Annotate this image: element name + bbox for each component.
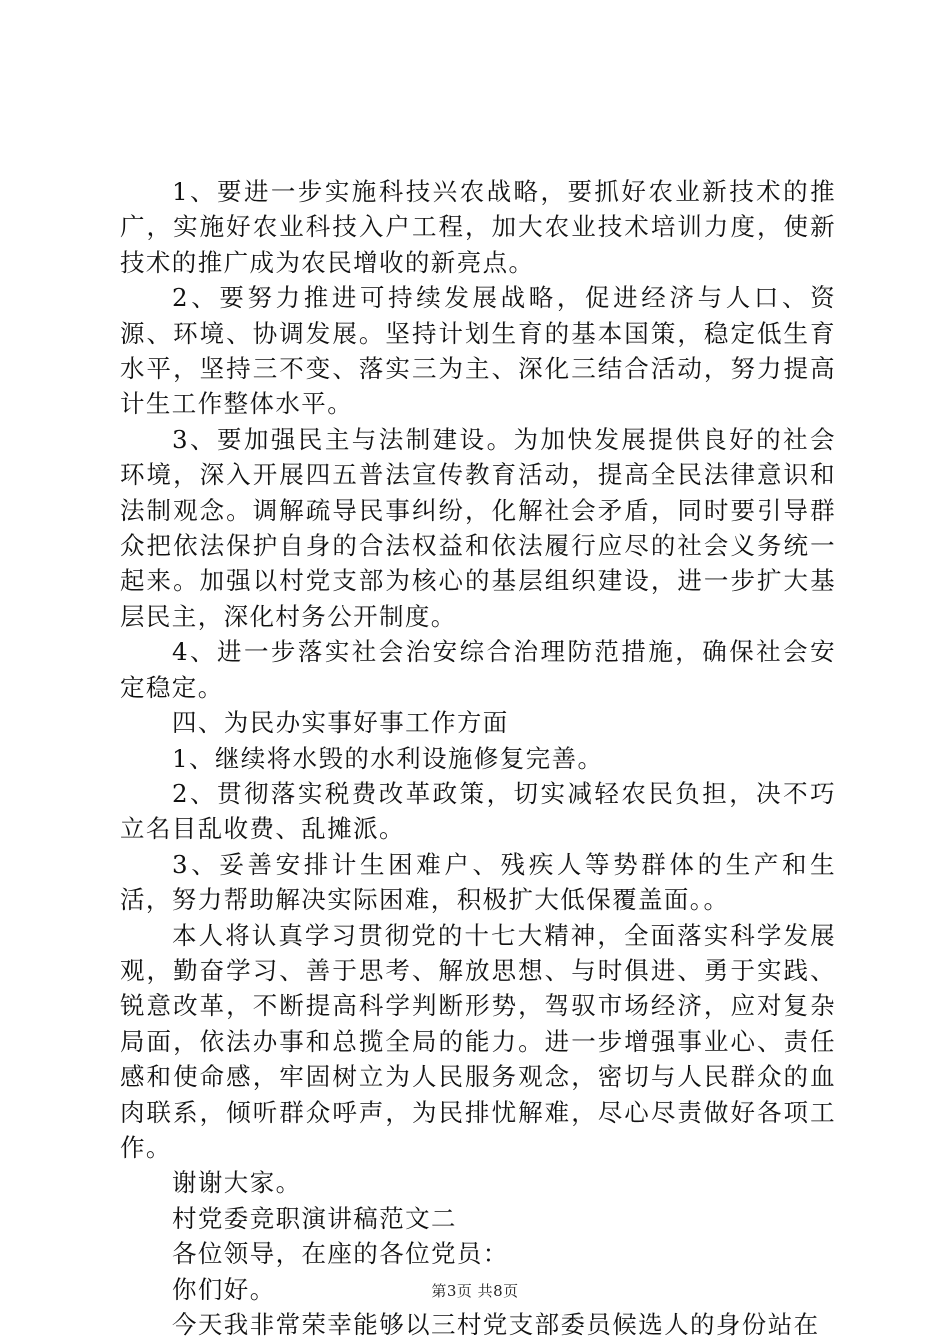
paragraph-thanks: 谢谢大家。	[172, 1168, 302, 1198]
document-body	[120, 174, 836, 1342]
paragraph-item-3-democracy-legal: 3、要加强民主与法制建设。为加快发展提供良好的社会环境，深入开展四五普法宣传教育活动，提高全民法律意识和法制观念。调解疏导民事纠纷，化解社会矛盾，同时要引导群众把依法保护自身的合法权益和依法履行应尽的社会义务统一起来。加强以村党支部为核心的基层组织建设，进一步扩大基层民主，深化村务公开制度。	[120, 424, 836, 631]
paragraph-water-facilities: 1、继续将水毁的水利设施修复完善。	[172, 743, 604, 773]
paragraph-item-4-public-security: 4、进一步落实社会治安综合治理防范措施，确保社会安定稳定。	[120, 637, 836, 702]
paragraph-opening: 今天我非常荣幸能够以三村党支部委员候选人的身份站在	[172, 1310, 820, 1339]
section-heading-practical-matters: 四、为民办实事好事工作方面	[172, 708, 509, 738]
paragraph-vulnerable-groups: 3、妥善安排计生困难户、残疾人等势群体的生产和生活，努力帮助解决实际困难，积极扩大低保覆盖面。。	[120, 849, 836, 915]
section-title-sample-two: 村党委竞职演讲稿范文二	[172, 1203, 457, 1233]
paragraph-item-2-sustainable-development: 2、要努力推进可持续发展战略，促进经济与人口、资源、环境、协调发展。坚持计划生育的基本国策，稳定低生育水平，坚持三不变、落实三为主、深化三结合活动，努力提高计生工作整体水平。	[120, 283, 836, 419]
page-footer: 第3页 共8页	[431, 1282, 519, 1300]
paragraph-personal-commitment: 本人将认真学习贯彻党的十七大精神，全面落实科学发展观，勤奋学习、善于思考、解放思想、与时俱进、勇于实践、锐意改革，不断提高科学判断形势，驾驭市场经济，应对复杂局面，依法办事和总揽全局的能力。进一步增强事业心、责任感和使命感，牢固树立为人民服务观念，密切与人民群众的血肉联系，倾听群众呼声，为民排忧解难，尽心尽责做好各项工作。	[120, 920, 836, 1162]
paragraph-greeting: 你们好。	[172, 1274, 276, 1304]
paragraph-tax-reform: 2、贯彻落实税费改革政策，切实减轻农民负担，决不巧立名目乱收费、乱摊派。	[120, 778, 836, 844]
paragraph-item-1-tech-agriculture: 1、要进一步实施科技兴农战略，要抓好农业新技术的推广，实施好农业科技入户工程，加大农业技术培训力度，使新技术的推广成为农民增收的新亮点。	[120, 177, 836, 277]
paragraph-salutation: 各位领导，在座的各位党员：	[172, 1239, 509, 1269]
